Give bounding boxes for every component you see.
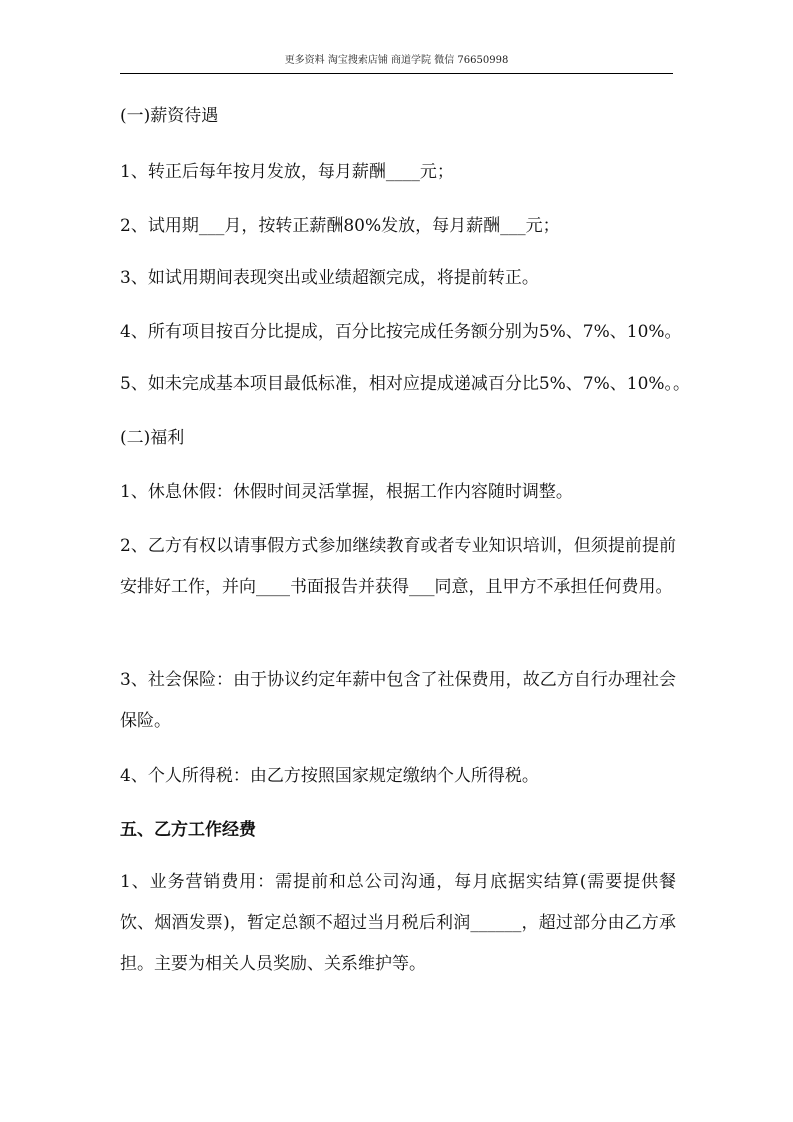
page-header: 更多资料 淘宝搜索店铺 商道学院 微信 76650998 — [120, 55, 673, 74]
salary-item-3: 3、如试用期间表现突出或业绩超额完成，将提前转正。 — [120, 268, 539, 288]
section-heading-expenses: 五、乙方工作经费 — [120, 820, 256, 840]
benefit-item-3: 3、社会保险：由于协议约定年薪中包含了社保费用，故乙方自行办理社会保险。 — [120, 670, 676, 731]
salary-item-4: 4、所有项目按百分比提成，百分比按完成任务额分别为5%、7%、10%。 — [120, 322, 682, 342]
salary-item-5: 5、如未完成基本项目最低标准，相对应提成递减百分比5%、7%、10%。。 — [120, 374, 691, 394]
expense-item-1: 1、业务营销费用：需提前和总公司沟通，每月底据实结算(需要提供餐饮、烟酒发票)，暂定总额不超过当月税后利润______，超过部分由乙方承担。主要为相关人员奖励、关系维护等。 — [120, 872, 676, 974]
salary-item-1: 1、转正后每年按月发放，每月薪酬____元； — [120, 162, 454, 182]
benefit-item-1: 1、休息休假：休假时间灵活掌握，根据工作内容随时调整。 — [120, 482, 573, 502]
benefit-item-2: 2、乙方有权以请事假方式参加继续教育或者专业知识培训，但须提前提前安排好工作，并向____书面报告并获得___同意，且甲方不承担任何费用。 — [120, 536, 676, 597]
section-heading-benefits: (二)福利 — [120, 428, 185, 448]
salary-item-2: 2、试用期___月，按转正薪酬80%发放，每月薪酬___元； — [120, 216, 560, 236]
benefit-item-4: 4、个人所得税：由乙方按照国家规定缴纳个人所得税。 — [120, 766, 539, 786]
section-heading-salary: (一)薪资待遇 — [120, 106, 219, 126]
